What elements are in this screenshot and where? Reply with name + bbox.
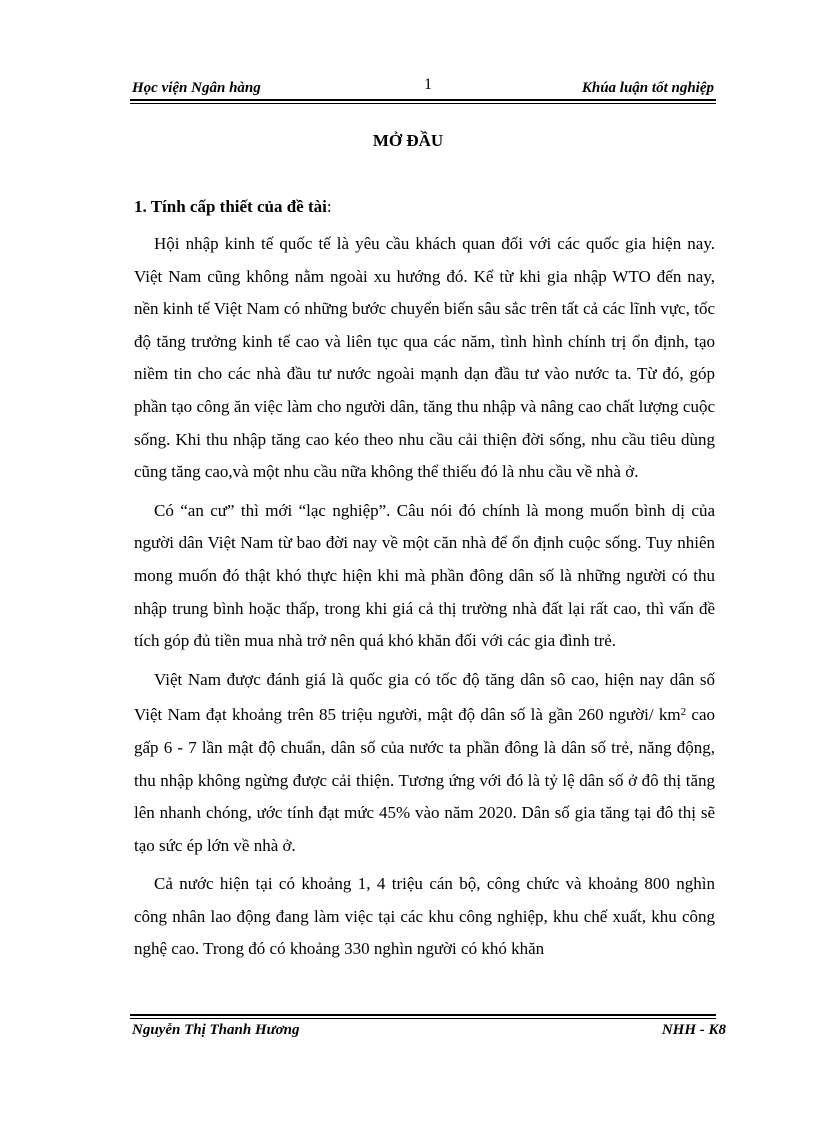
- paragraph-3-part-a: Việt Nam được đánh giá là quốc gia có tốc độ tăng dân sô cao, hiện nay dân số Việt Nam đạt khoảng trên 85 triệu người, mật độ dân số là gần 260 người/ km: [134, 669, 715, 725]
- footer-class: NHH - K8: [661, 1022, 726, 1038]
- footer-author: Nguyễn Thị Thanh Hương: [132, 1022, 300, 1038]
- header-document-type: Khúa luận tốt nghiệp: [581, 80, 714, 96]
- page-number: 1: [424, 76, 432, 93]
- paragraph-1: Hội nhập kinh tế quốc tế là yêu cầu khách quan đối với các quốc gia hiện nay. Việt Nam cũng không nằm ngoài xu hướng đó. Kể từ khi gia nhập WTO đến nay, nền kinh tế Việt Nam có những bước chuyển biến sâu sắc trên tất cả các lĩnh vực, tốc độ tăng trưởng kinh tế cao và liên tục qua các năm, tình hình chính trị ổn định, tạo niềm tin cho các nhà đầu tư nước ngoài mạnh dạn đầu tư vào nước ta. Từ đó, góp phần tạo công ăn việc làm cho người dân, tăng thu nhập và nâng cao chất lượng cuộc sống. Khi thu nhập tăng cao kéo theo nhu cầu cải thiện đời sống, nhu cầu tiêu dùng cũng tăng cao,và một nhu cầu nữa không thể thiếu đó là nhu cầu về nhà ở.: [134, 234, 715, 482]
- footer-rule: [130, 1014, 716, 1019]
- header-rule: [130, 99, 716, 104]
- paragraph-4: Cả nước hiện tại có khoảng 1, 4 triệu cán bộ, công chức và khoảng 800 nghìn công nhân lao động đang làm việc tại các khu công nghiệp, khu chế xuất, khu công nghệ cao. Trong đó có khoảng 330 nghìn người có khó khăn: [134, 874, 715, 959]
- section-heading-text: 1. Tính cấp thiết của đề tài: [134, 197, 327, 216]
- page-footer: [130, 1022, 726, 1044]
- section-body: [134, 228, 715, 972]
- paragraph-3-part-b: cao gấp 6 - 7 lần mật độ chuẩn, dân số của nước ta phần đông là dân số trẻ, năng động, thu nhập không ngừng được cải thiện. Tương ứng với đó là tỷ lệ dân số ở đô thị tăng lên nhanh chóng, ước tính đạt mức 45% vào năm 2020. Dân số gia tăng tại đô thị sẽ tạo sức ép lớn về nhà ở.: [134, 705, 715, 855]
- superscript-2: 2: [680, 706, 687, 719]
- paragraph-3: [134, 664, 715, 863]
- page-title: MỞ ĐẦU: [372, 131, 444, 150]
- header-institution: Học viện Ngân hàng: [132, 80, 261, 96]
- paragraph-2: Có “an cư” thì mới “lạc nghiệp”. Câu nói đó chính là mong muốn bình dị của người dân Việt Nam từ bao đời nay về một căn nhà để ổn định cuộc sống. Tuy nhiên mong muốn đó thật khó thực hiện khi mà phần đông dân số là những người có thu nhập trung bình hoặc thấp, trong khi giá cả thị trường nhà đất lại rất cao, thì vấn đề tích góp đủ tiền mua nhà trở nên quá khó khăn đối với các gia đình trẻ.: [134, 500, 715, 651]
- page-header: [130, 78, 716, 100]
- section-heading: [134, 197, 332, 217]
- section-heading-colon: :: [326, 197, 332, 216]
